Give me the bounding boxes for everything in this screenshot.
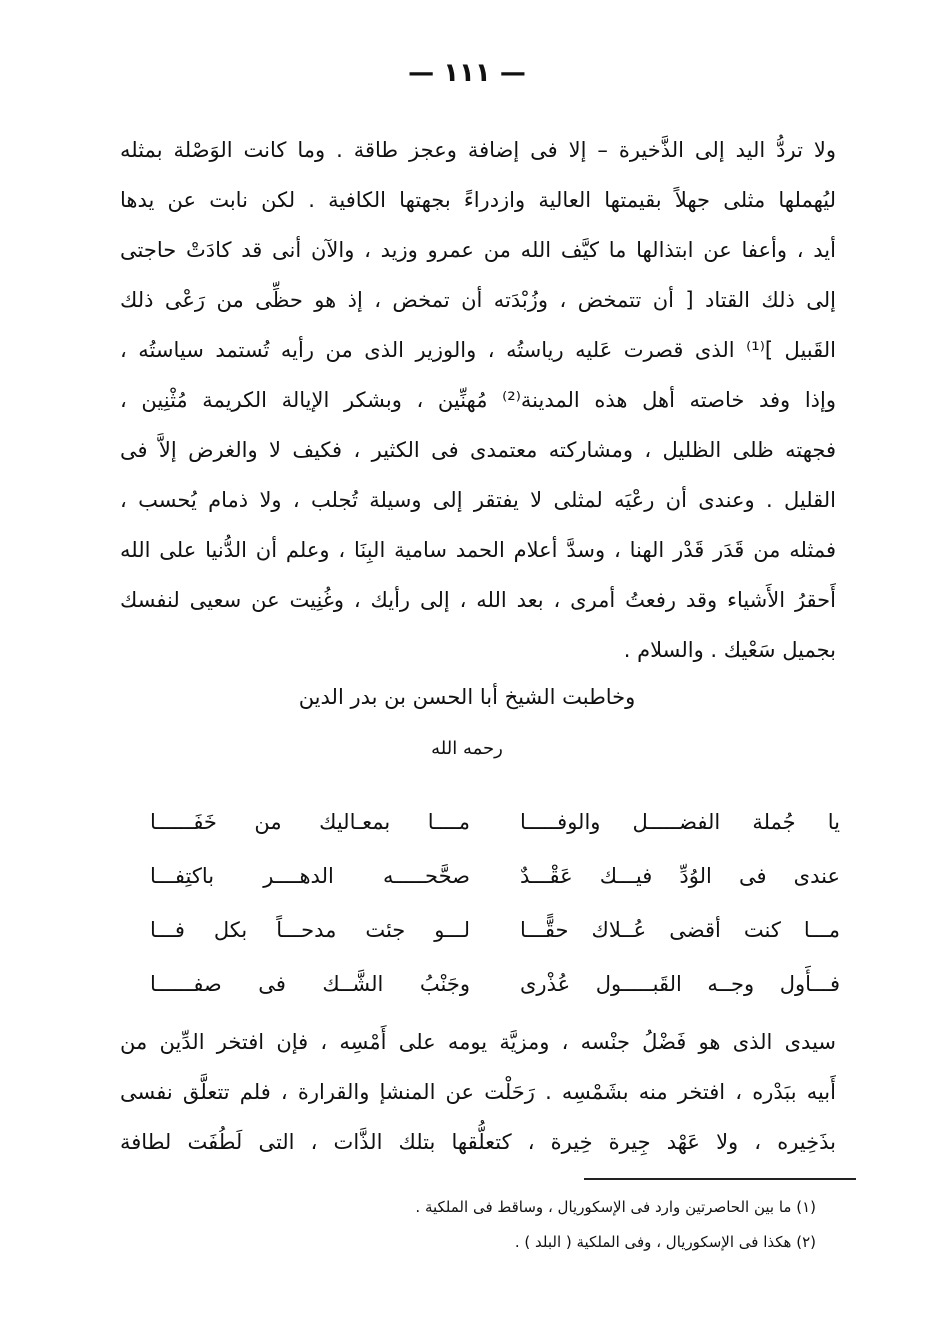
verse-first-hemistich: فـــأَول وجــه القَبـــــول عُذْرى: [520, 972, 840, 996]
text-line: وإذا وفد خاصته أهل هذه المدينة⁽²⁾ مُهنِّين ، وبشكر الإيالة الكريمة مُثْنِين ،: [120, 388, 836, 412]
verse-first-hemistich: عندى فى الوُدِّ فيـــك عَقْـــدٌ: [520, 864, 840, 888]
text-line: بذَخِيره ، ولا عَهْد جِيرة خِيرة ، كتعلُّقها بتلك الذَّات ، التى لَطُفَت لطافة: [120, 1130, 836, 1154]
poem-verse: [150, 903, 840, 957]
text-line: إلى ذلك القتاد [ أن تتمخض ، وزُبْدَته أن تمخض ، إذ هو حظِّى من رَعْى ذلك: [120, 288, 836, 312]
text-line: فمثله من قَدَر قَدْر الهنا ، وسدَّ أعلام الحمد سامية البِنَا ، وعلم أن الدُّنيا على الله: [120, 538, 836, 562]
poem: [150, 795, 840, 1011]
text-line: سيدى الذى هو فَضْلُ جنْسه ، ومزيَّة يومه على أَمْسِه ، فإن افتخر الدِّين من: [120, 1030, 836, 1054]
poem-verse: [150, 957, 840, 1011]
footnote-2: (٢) هكذا فى الإسكوريال ، وفى الملكية ( البلد ) .: [514, 1233, 816, 1251]
section-subheading: رحمه الله: [431, 738, 503, 759]
verse-second-hemistich: لـــو جئت مدحـــاً بكل فـــا: [150, 918, 470, 942]
text-line: ولا تردُّ اليد إلى الذَّخيرة – إلا فى إضافة وعجز طاقة . وما كانت الوَصْلة بمثله: [120, 138, 836, 162]
verse-second-hemistich: وجَنْبُ الشَّــك فى صفــــــا: [150, 972, 470, 996]
paragraph-prose-2: [120, 1017, 836, 1167]
text-line: القَبيل ]⁽¹⁾ الذى قصرت عَليه رياستُه ، والوزير الذى من رأيه تُستمد سياستُه ،: [120, 338, 836, 362]
text-line: بجميل سَعْيك . والسلام .: [623, 638, 836, 662]
poem-verse: [150, 849, 840, 903]
paragraph-prose-1: [120, 125, 836, 675]
text-line: القليل . وعندى أن رعْيَه لمثلى لا يفتقر إلى وسيلة تُجلب ، ولا ذمام يُحسب ،: [120, 488, 836, 512]
poem-verse: [150, 795, 840, 849]
footnote-1: (١) ما بين الحاصرتين وارد فى الإسكوريال ، وساقط فى الملكية .: [415, 1198, 816, 1216]
page-number: — ١١١ —: [408, 58, 526, 88]
text-line: فجهته ظلى الظليل ، ومشاركته معتمدى فى الكثير ، فكيف لا والغرض إلاَّ فى: [120, 438, 836, 462]
text-line: أَحقرُ الأَشياء وقد رفعتُ أمرى ، بعد الله ، إلى رأيك ، وغُنِيت عن سعيى لنفسك: [120, 588, 836, 612]
footnote-separator: [584, 1178, 856, 1180]
verse-first-hemistich: يا جُملة الفضـــــل والوفـــــا: [520, 810, 840, 834]
verse-second-hemistich: مــــا بمعـاليك من خَفَــــــا: [150, 810, 470, 834]
section-heading: وخاطبت الشيخ أبا الحسن بن بدر الدين: [298, 685, 636, 709]
verse-second-hemistich: صحَّحـــــه الدهــــر باكتِفـــا: [150, 864, 470, 888]
text-line: أَبيه ببَدْره ، افتخر منه بشَمْسِه . رَحَلْت عن المنشإ والقرارة ، فلم تتعلَّق نفسى: [120, 1080, 836, 1104]
text-line: ليُهملها مثلى جهلاً بقيمتها العالية وازدراءً بجهتها الكافية . لكن نابت عن يدها: [120, 188, 836, 212]
text-line: أيد ، وأعفا عن ابتذالها ما كيَّف الله من عمرو وزيد ، والآن أنى قد كادَتْ حاجتى: [120, 238, 836, 262]
verse-first-hemistich: مـــا كنت أقضى عُــلاك حقًّـــا: [520, 918, 840, 942]
